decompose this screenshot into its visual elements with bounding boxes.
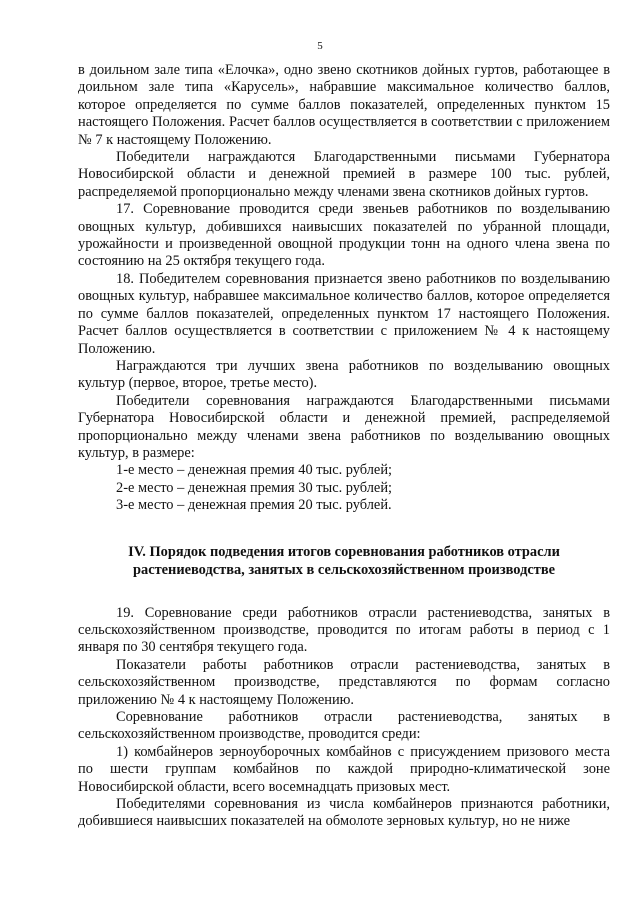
paragraph: в доильном зале типа «Елочка», одно звено скотников дойных гуртов, работающее в доильном зале типа «Карусель», набравшие максимальное количество баллов, которое определяется по сумме баллов показателей, определенных пунктом 15 настоящего Положения. Расчет баллов осуществляется в соответствии с приложением № 7 к настоящему Положению. [78,62,610,148]
prize-list-item: 3-е место – денежная премия 20 тыс. рублей. [116,497,392,514]
paragraph: 17. Соревнование проводится среди звеньев работников по возделыванию овощных культур, добившихся наивысших показателей по убранной площади, урожайности и произведенной овощной продукции тонн на одного члена звена по состоянию на 25 октября текущего года. [78,201,610,270]
paragraph: Награждаются три лучших звена работников по возделыванию овощных культур (первое, второе, третье место). [78,357,610,392]
page-number: 5 [317,40,323,52]
document-body [78,62,610,831]
paragraph: 1) комбайнеров зерноуборочных комбайнов с присуждением призового места по шести группам комбайнов по каждой природно-климатической зоне Новосибирской области, всего восемнадцать призовых мест. [78,743,610,795]
paragraph: Победителями соревнования из числа комбайнеров признаются работники, добившиеся наивысших показателей на обмолоте зерновых культур, но не ниже [78,796,610,830]
paragraph: Показатели работы работников отрасли растениеводства, занятых в сельскохозяйственном производстве, представляются по формам согласно приложению № 4 к настоящему Положению. [78,656,610,708]
paragraph: 19. Соревнование среди работников отрасли растениеводства, занятых в сельскохозяйственном производстве, проводится по итогам работы в период с 1 января по 30 сентября текущего года. [78,604,610,656]
paragraph: 18. Победителем соревнования признается звено работников по возделыванию овощных культур, набравшее максимальное количество баллов, которое определяется по сумме баллов показателей, определенных пунктом 17 настоящего Положения. Расчет баллов осуществляется в соответствии с приложением № 4 к настоящему Положению. [78,270,610,357]
paragraph: Соревнование работников отрасли растениеводства, занятых в сельскохозяйственном производстве, проводится среди: [78,709,610,743]
section-heading [78,543,610,579]
paragraph: Победители награждаются Благодарственными письмами Губернатора Новосибирской области и денежной премией в размере 100 тыс. рублей, распределяемой пропорционально между членами звена скотников дойных гуртов. [78,149,610,200]
paragraph: Победители соревнования награждаются Благодарственными письмами Губернатора Новосибирской области и денежной премией, распределяемой пропорционально между членами звена работников по возделыванию овощных культур, в размере: [78,392,610,461]
section-heading-line: растениеводства, занятых в сельскохозяйственном производстве [133,561,555,578]
prize-list-item: 2-е место – денежная премия 30 тыс. рублей; [116,479,393,496]
prize-list-item: 1-е место – денежная премия 40 тыс. рублей; [116,462,393,479]
section-heading-line: IV. Порядок подведения итогов соревнования работников отрасли [128,543,560,560]
